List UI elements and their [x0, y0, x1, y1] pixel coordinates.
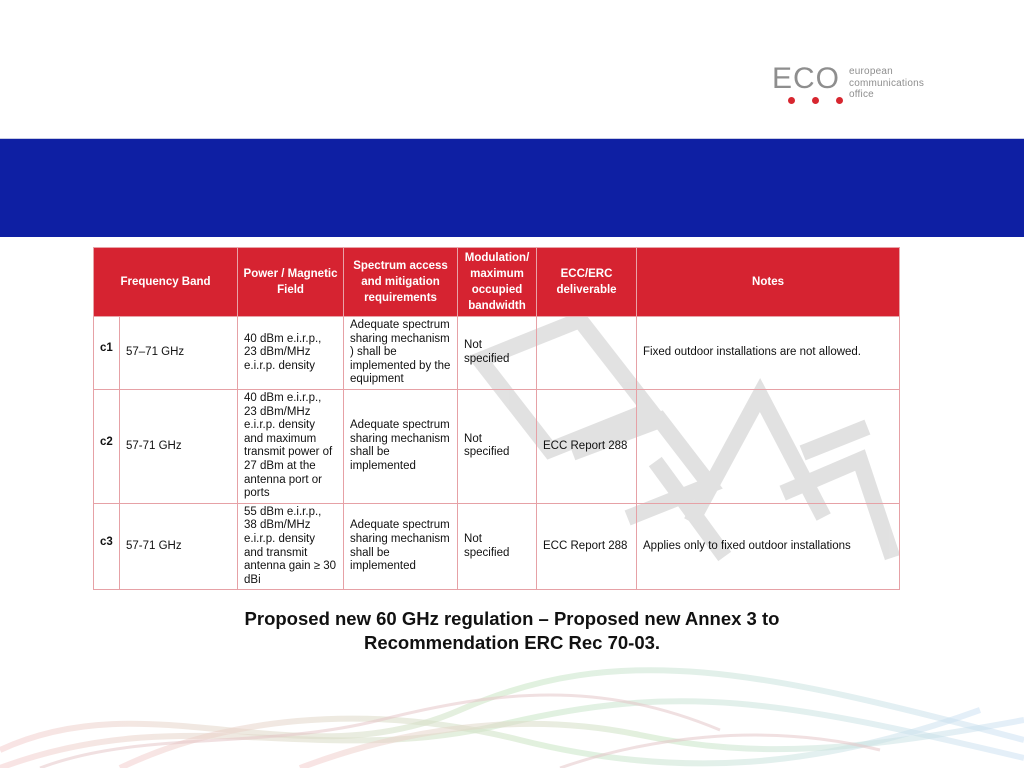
cell-modulation: Not specified — [458, 503, 537, 590]
header-spectrum-access: Spectrum access and mitigation requirements — [344, 248, 458, 317]
header-deliverable: ECC/ERC deliverable — [537, 248, 637, 317]
row-id: c1 — [94, 317, 120, 390]
logo-text-line2: communications — [849, 77, 925, 89]
logo-text-line1: european — [849, 66, 893, 77]
logo-text — [849, 66, 924, 101]
cell-spectrum: Adequate spectrum sharing mechanism shall be implemented — [344, 503, 458, 590]
logo-dots — [788, 97, 848, 105]
logo-mark: ECO — [772, 62, 841, 95]
row-id: c2 — [94, 389, 120, 503]
cell-band: 57-71 GHz — [120, 503, 238, 590]
logo-dot — [812, 97, 819, 104]
table-row — [94, 389, 900, 503]
cell-notes: Applies only to fixed outdoor installations — [637, 503, 900, 590]
header-frequency-band: Frequency Band — [94, 248, 238, 317]
header-power: Power / Magnetic Field — [238, 248, 344, 317]
cell-notes — [637, 389, 900, 503]
cell-modulation: Not specified — [458, 389, 537, 503]
header-notes: Notes — [637, 248, 900, 317]
cell-modulation: Not specified — [458, 317, 537, 390]
cell-spectrum: Adequate spectrum sharing mechanism ) shall be implemented by the equipment — [344, 317, 458, 390]
cell-band: 57-71 GHz — [120, 389, 238, 503]
cell-power: 40 dBm e.i.r.p., 23 dBm/MHz e.i.r.p. density and maximum transmit power of 27 dBm at the antenna port or ports — [238, 389, 344, 503]
table-header-row — [94, 248, 900, 317]
table-row — [94, 317, 900, 390]
table-row — [94, 503, 900, 590]
title-band — [0, 138, 1024, 237]
row-id: c3 — [94, 503, 120, 590]
cell-deliverable: ECC Report 288 — [537, 389, 637, 503]
regulation-table — [93, 247, 900, 590]
logo-dot — [788, 97, 795, 104]
logo-dot — [836, 97, 843, 104]
cell-band: 57–71 GHz — [120, 317, 238, 390]
caption-line1: Proposed new 60 GHz regulation – Proposed new Annex 3 to — [244, 608, 780, 629]
logo-text-line3: office — [849, 89, 874, 100]
cell-notes: Fixed outdoor installations are not allowed. — [637, 317, 900, 390]
cell-power: 55 dBm e.i.r.p., 38 dBm/MHz e.i.r.p. density and transmit antenna gain ≥ 30 dBi — [238, 503, 344, 590]
caption-line2: Recommendation ERC Rec 70-03. — [363, 632, 661, 653]
decorative-swirl — [0, 640, 1024, 768]
cell-spectrum: Adequate spectrum sharing mechanism shall be implemented — [344, 389, 458, 503]
eco-logo — [772, 64, 942, 110]
cell-deliverable — [537, 317, 637, 390]
cell-power: 40 dBm e.i.r.p., 23 dBm/MHz e.i.r.p. density — [238, 317, 344, 390]
header-modulation: Modulation/ maximum occupied bandwidth — [458, 248, 537, 317]
cell-deliverable: ECC Report 288 — [537, 503, 637, 590]
